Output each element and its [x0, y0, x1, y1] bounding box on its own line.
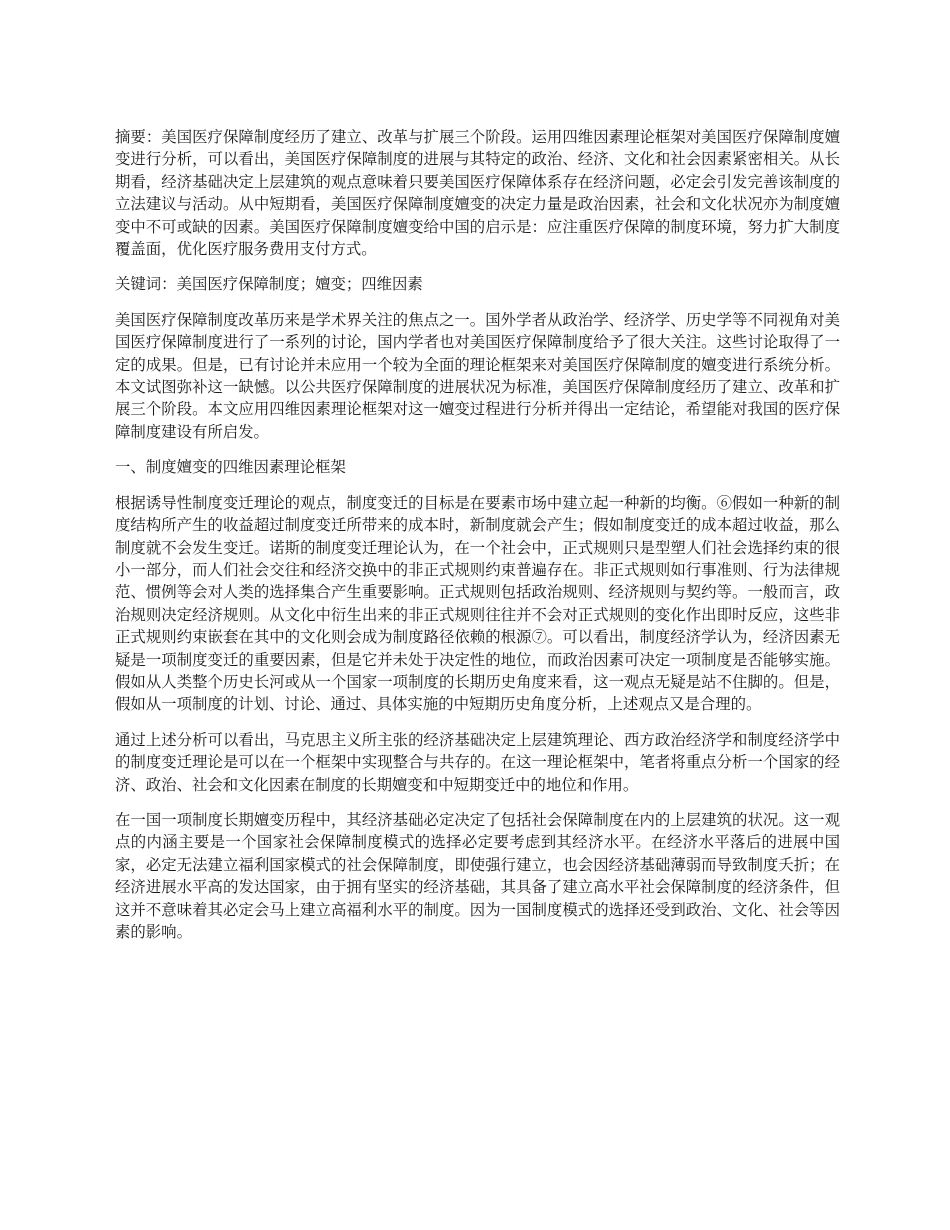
keywords-paragraph: 关键词：美国医疗保障制度；嬗变；四维因素	[115, 275, 423, 294]
intro-paragraph: 美国医疗保障制度改革历来是学术界关注的焦点之一。国外学者从政治学、经济学、历史学等不同视角对美国医疗保障制度进行了一系列的讨论，国内学者也对美国医疗保障制度给予了很大关注。这些讨论取得了一定的成果。但是，已有讨论并未应用一个较为全面的理论框架来对美国医疗保障制度的嬗变进行系统分析。本文试图弥补这一缺憾。以公共医疗保障制度的进展状况为标准，美国医疗保障制度经历了建立、改革和扩展三个阶段。本文应用四维因素理论框架对这一嬗变过程进行分析并得出一定结论，希望能对我国的医疗保障制度建设有所启发。	[115, 310, 840, 441]
body-paragraph: 通过上述分析可以看出，马克思主义所主张的经济基础决定上层建筑理论、西方政治经济学和制度经济学中的制度变迁理论是可以在一个框架中实现整合与共存的。在这一理论框架中，笔者将重点分析一个国家的经济、政治、社会和文化因素在制度的长期嬗变和中短期变迁中的地位和作用。	[115, 730, 840, 794]
document-body	[115, 126, 840, 956]
body-paragraph: 根据诱导性制度变迁理论的观点，制度变迁的目标是在要素市场中建立起一种新的均衡。⑥假如一种新的制度结构所产生的收益超过制度变迁所带来的成本时，新制度就会产生；假如制度变迁的成本超过收益，那么制度就不会发生变迁。诺斯的制度变迁理论认为，在一个社会中，正式规则只是型塑人们社会选择约束的很小一部分，而人们社会交往和经济交换中的非正式规则约束普遍存在。非正式规则如行事准则、行为法律规范、惯例等会对人类的选择集合产生重要影响。正式规则包括政治规则、经济规则与契约等。一般而言，政治规则决定经济规则。从文化中衍生出来的非正式规则往往并不会对正式规则的变化作出即时反应，这些非正式规则约束嵌套在其中的文化则会成为制度路径依赖的根源⑦。可以看出，制度经济学认为，经济因素无疑是一项制度变迁的重要因素，但是它并未处于决定性的地位，而政治因素可决定一项制度是否能够实施。假如从人类整个历史长河或从一个国家一项制度的长期历史角度来看，这一观点无疑是站不住脚的。但是，假如从一项制度的计划、讨论、通过、具体实施的中短期历史角度分析，上述观点又是合理的。	[115, 493, 840, 714]
section-heading: 一、制度嬗变的四维因素理论框架	[115, 458, 346, 477]
abstract-paragraph: 摘要：美国医疗保障制度经历了建立、改革与扩展三个阶段。运用四维因素理论框架对美国医疗保障制度嬗变进行分析，可以看出，美国医疗保障制度的进展与其特定的政治、经济、文化和社会因素紧密相关。从长期看，经济基础决定上层建筑的观点意味着只要美国医疗保障体系存在经济问题，必定会引发完善该制度的立法建议与活动。从中短期看，美国医疗保障制度嬗变的决定力量是政治因素，社会和文化状况亦为制度嬗变中不可或缺的因素。美国医疗保障制度嬗变给中国的启示是：应注重医疗保障的制度环境，努力扩大制度覆盖面，优化医疗服务费用支付方式。	[115, 128, 840, 259]
body-paragraph: 在一国一项制度长期嬗变历程中，其经济基础必定决定了包括社会保障制度在内的上层建筑的状况。这一观点的内涵主要是一个国家社会保障制度模式的选择必定要考虑到其经济水平。在经济水平落后的进展中国家，必定无法建立福利国家模式的社会保障制度，即使强行建立，也会因经济基础薄弱而导致制度夭折；在经济进展水平高的发达国家，由于拥有坚实的经济基础，其具备了建立高水平社会保障制度的经济条件，但这并不意味着其必定会马上建立高福利水平的制度。因为一国制度模式的选择还受到政治、文化、社会等因素的影响。	[115, 810, 840, 941]
